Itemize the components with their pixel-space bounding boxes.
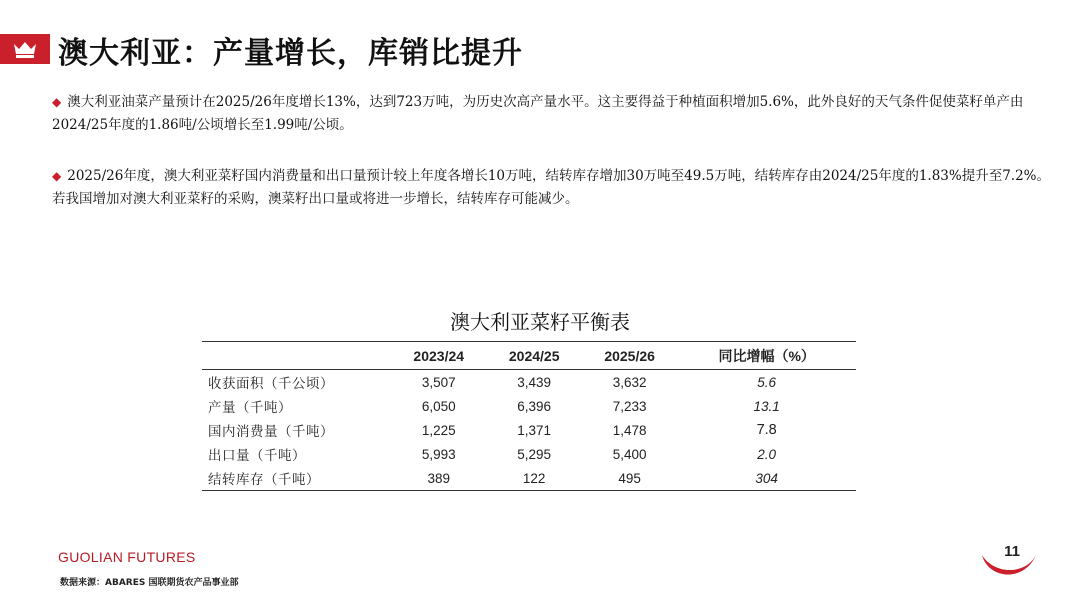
- table-cell: 1,478: [612, 422, 647, 438]
- column-header: 同比增幅（%）: [677, 342, 856, 370]
- table-cell: 495: [582, 466, 677, 491]
- column-header: 2023/24: [391, 342, 486, 370]
- table-cell: 7,233: [612, 398, 647, 414]
- table-row: [202, 466, 856, 491]
- page-title: 澳大利亚：产量增长，库销比提升: [58, 36, 523, 71]
- growth-cell: 2.0: [757, 446, 777, 462]
- table-cell: 5,295: [517, 446, 552, 462]
- growth-cell: 13.1: [753, 398, 780, 414]
- row-label: 收获面积（千公顷）: [208, 376, 334, 392]
- table-cell: 3,507: [421, 374, 456, 390]
- column-header: [202, 342, 391, 370]
- growth-cell: 304: [677, 466, 856, 491]
- table-header-row: [202, 342, 856, 370]
- table-row: [202, 370, 856, 395]
- bullet-paragraph: [52, 165, 1052, 211]
- row-label: 产量（千吨）: [208, 400, 292, 416]
- balance-table: [202, 341, 856, 491]
- table-cell: 3,439: [517, 374, 552, 390]
- table-row: [202, 394, 856, 418]
- bullet-text: 澳大利亚油菜产量预计在2025/26年度增长13%，达到723万吨，为历史次高产量水平。这主要得益于种植面积增加5.6%，此外良好的天气条件促使菜籽单产由2024/25年度的1.86吨/公顷增长至1.99吨/公顷。: [52, 94, 1024, 133]
- diamond-bullet-icon: ◆: [52, 169, 62, 183]
- table-cell: 1,225: [421, 422, 456, 438]
- table-row: [202, 442, 856, 466]
- table-cell: 1,371: [517, 422, 552, 438]
- bullet-text: 2025/26年度，澳大利亚菜籽国内消费量和出口量预计较上年度各增长10万吨，结转库存增加30万吨至49.5万吨，结转库存由2024/25年度的1.83%提升至7.2%。若我国增加对澳大利亚菜籽的采购，澳菜籽出口量或将进一步增长，结转库存可能减少。: [52, 168, 1050, 207]
- table-cell: 5,993: [421, 446, 456, 462]
- brand-wordmark: GUOLIAN FUTURES: [58, 549, 196, 565]
- row-label: 国内消费量（千吨）: [208, 424, 334, 440]
- bullet-paragraph: [52, 91, 1052, 137]
- table-cell: 6,050: [421, 398, 456, 414]
- crown-icon: [12, 39, 38, 59]
- page-number: 11: [1004, 543, 1020, 560]
- table-cell: 122: [486, 466, 581, 491]
- column-header: 2025/26: [582, 342, 677, 370]
- table-cell: 6,396: [517, 398, 552, 414]
- header-accent-bar: [0, 34, 50, 64]
- row-label: 出口量（千吨）: [208, 448, 306, 464]
- column-header: 2024/25: [486, 342, 581, 370]
- table-cell: 5,400: [612, 446, 647, 462]
- table-cell: 389: [391, 466, 486, 491]
- table-row: [202, 418, 856, 442]
- growth-cell: 5.6: [757, 374, 777, 390]
- table-cell: 3,632: [612, 374, 647, 390]
- row-label: 结转库存（千吨）: [202, 466, 391, 491]
- growth-cell: 7.8: [756, 422, 777, 438]
- table-title: 澳大利亚菜籽平衡表: [450, 310, 630, 334]
- data-source-note: 数据来源：ABARES 国联期货农产品事业部: [60, 578, 239, 588]
- diamond-bullet-icon: ◆: [52, 95, 62, 109]
